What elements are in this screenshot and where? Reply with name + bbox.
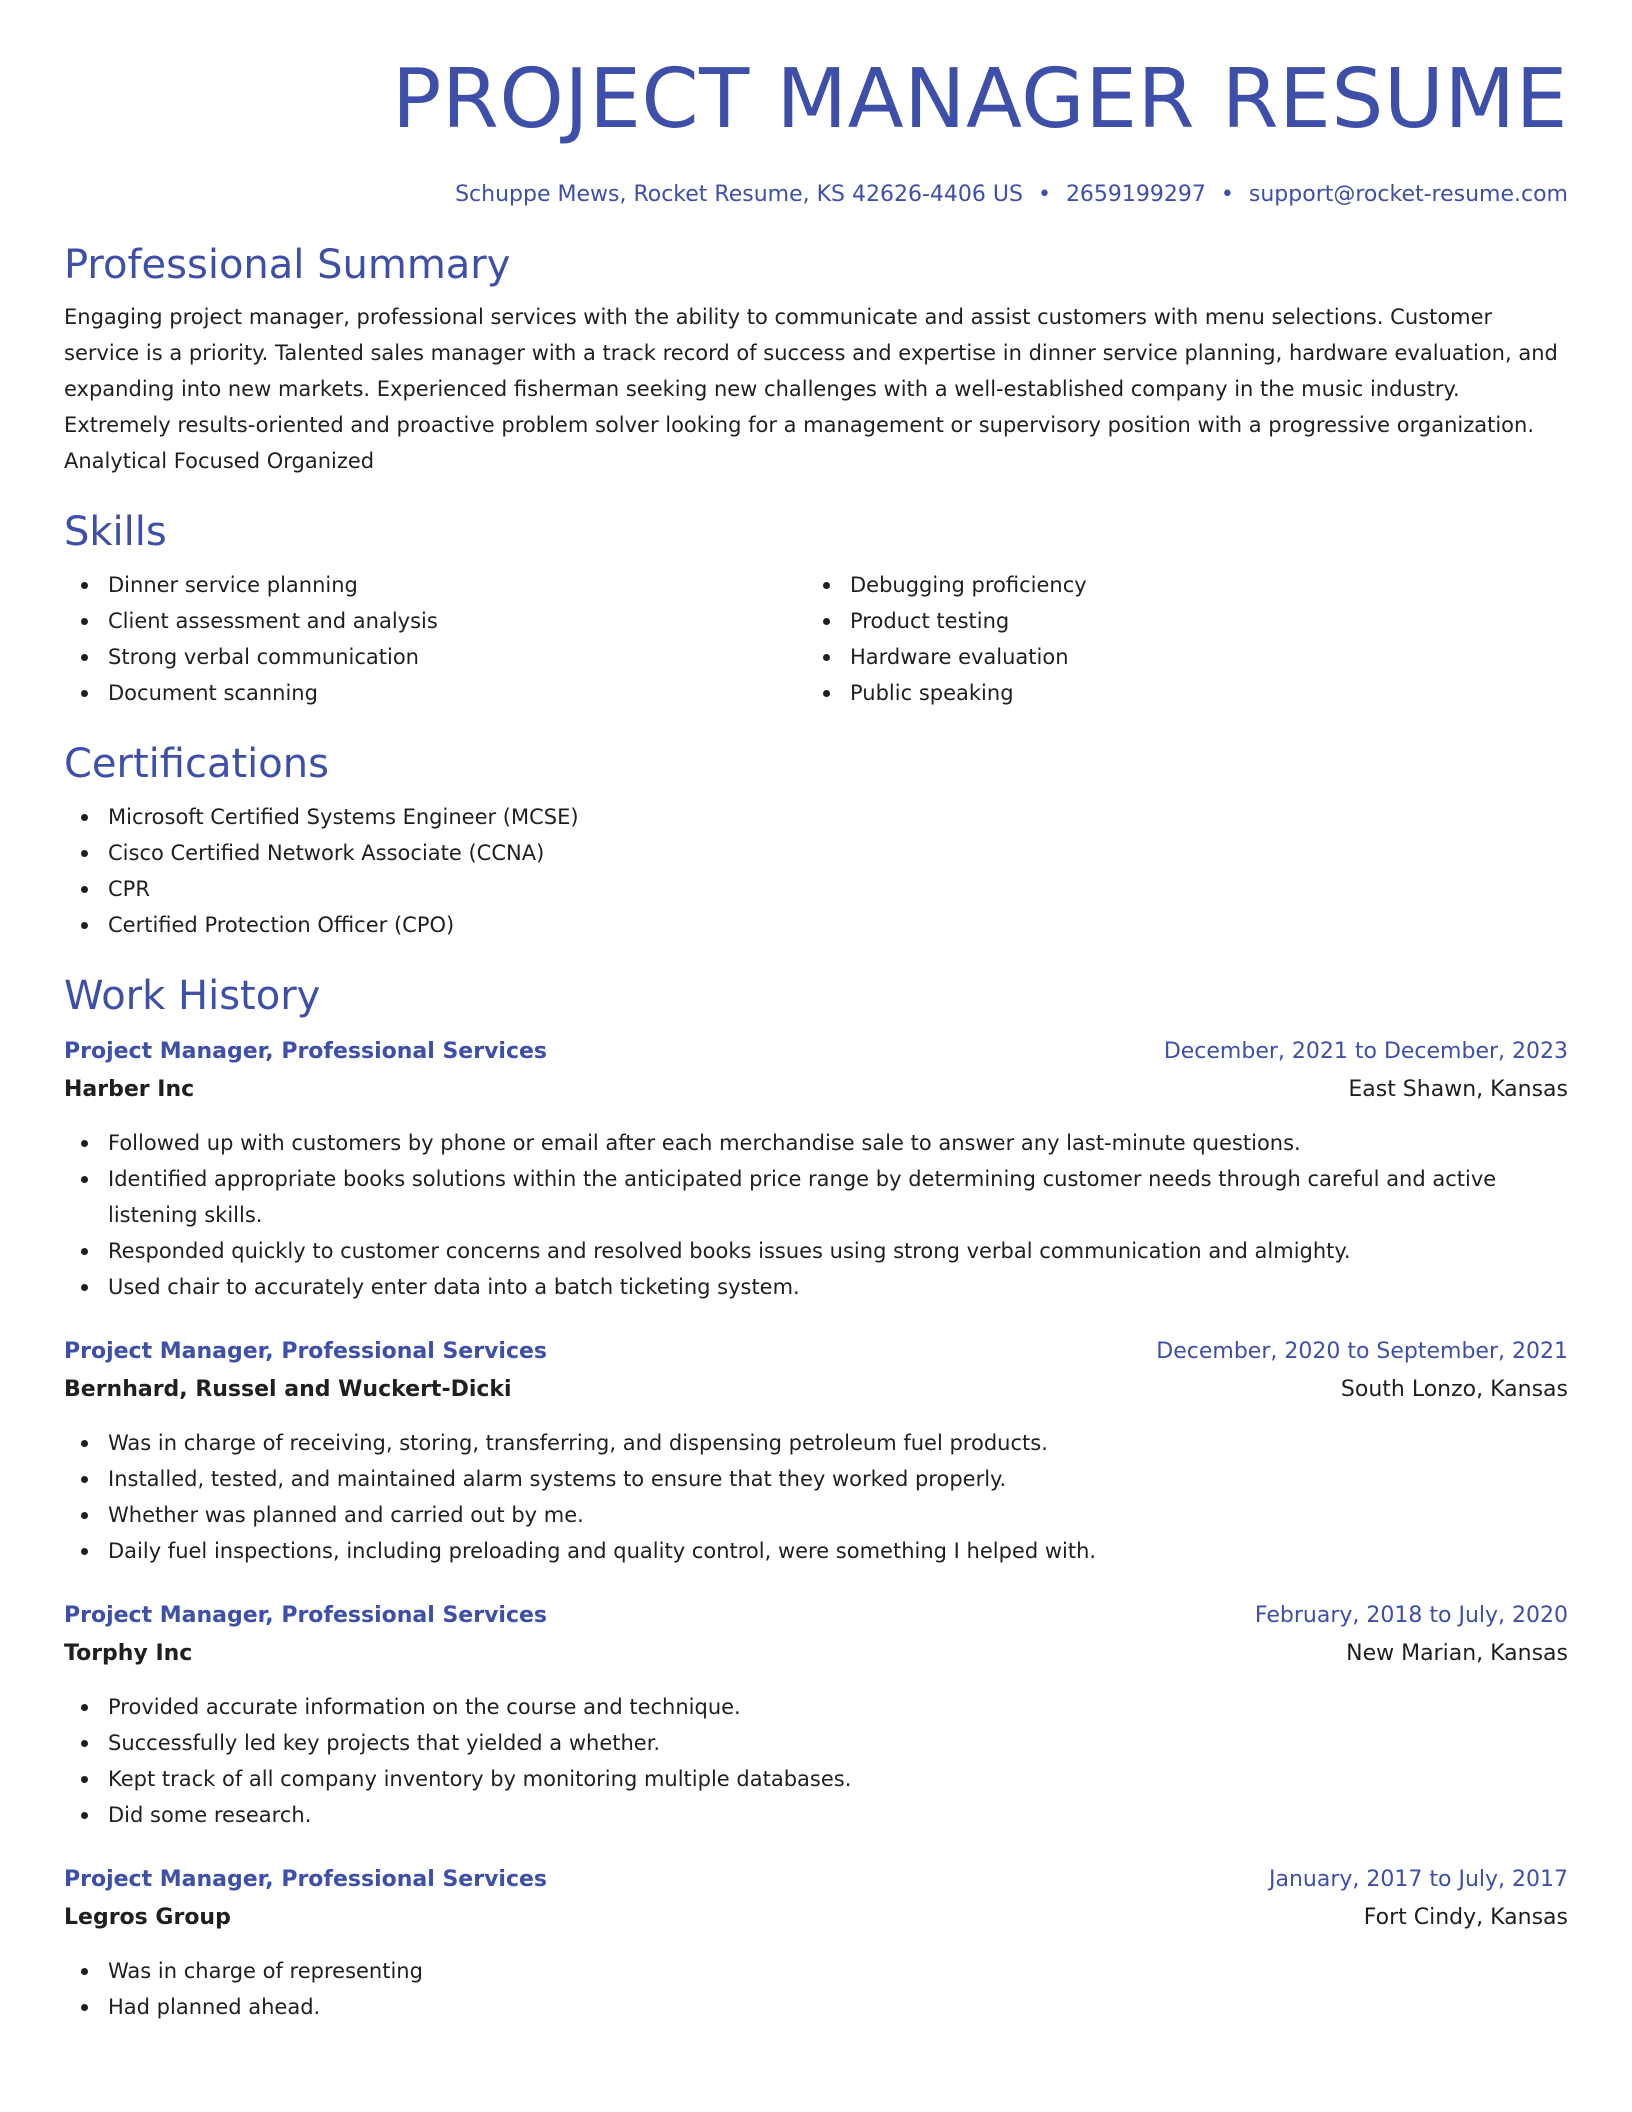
job-location: East Shawn, Kansas [1348, 1077, 1568, 1102]
skills-list-left [64, 567, 806, 711]
job-company: Torphy Inc [64, 1641, 193, 1666]
job-bullet: Kept track of all company inventory by monitoring multiple databases. [64, 1761, 1568, 1797]
job-company-row [64, 1899, 1568, 1937]
work-history-title: Work History [64, 973, 321, 1019]
skills-section [64, 507, 1568, 711]
certification-item: Cisco Certified Network Associate (CCNA) [64, 835, 1568, 871]
job-location: Fort Cindy, Kansas [1363, 1905, 1568, 1930]
certification-item: Microsoft Certified Systems Engineer (MCSE) [64, 799, 1568, 835]
job-company-row [64, 1371, 1568, 1409]
certification-item: CPR [64, 871, 1568, 907]
certification-item: Certified Protection Officer (CPO) [64, 907, 1568, 943]
job-header-row [64, 1333, 1568, 1371]
contact-phone: 2659199297 [1065, 182, 1206, 207]
summary-title: Professional Summary [64, 242, 511, 288]
job-title: Project Manager, Professional Services [64, 1867, 548, 1892]
job-title: Project Manager, Professional Services [64, 1603, 548, 1628]
resume-header [64, 0, 1568, 210]
job-location: New Marian, Kansas [1346, 1641, 1568, 1666]
contact-line [64, 180, 1568, 210]
skills-title: Skills [64, 509, 167, 555]
job-dates: December, 2021 to December, 2023 [1163, 1039, 1568, 1064]
skill-item: Document scanning [64, 675, 806, 711]
summary-section [64, 240, 1568, 479]
job-entry [64, 1333, 1568, 1569]
contact-separator: • [1220, 182, 1234, 207]
job-bullets [64, 1689, 1568, 1833]
certifications-list [64, 799, 1568, 943]
skill-item: Product testing [806, 603, 1548, 639]
job-dates: January, 2017 to July, 2017 [1269, 1867, 1568, 1892]
certifications-section [64, 739, 1568, 943]
job-title: Project Manager, Professional Services [64, 1039, 548, 1064]
job-bullet: Followed up with customers by phone or email after each merchandise sale to answer any last-minute questions. [64, 1125, 1568, 1161]
job-bullets [64, 1425, 1568, 1569]
contact-separator: • [1037, 182, 1051, 207]
certifications-title: Certifications [64, 741, 329, 787]
job-company-row [64, 1635, 1568, 1673]
job-title: Project Manager, Professional Services [64, 1339, 548, 1364]
job-bullet: Identified appropriate books solutions within the anticipated price range by determining customer needs through careful and active listening skills. [64, 1161, 1568, 1233]
job-dates: February, 2018 to July, 2020 [1254, 1603, 1568, 1628]
skill-item: Strong verbal communication [64, 639, 806, 675]
job-bullet: Daily fuel inspections, including preloading and quality control, were something I helped with. [64, 1533, 1568, 1569]
job-bullet: Had planned ahead. [64, 1989, 1568, 2025]
skill-item: Dinner service planning [64, 567, 806, 603]
job-company: Legros Group [64, 1905, 231, 1930]
job-bullet: Was in charge of representing [64, 1953, 1568, 1989]
job-bullet: Successfully led key projects that yielded a whether. [64, 1725, 1568, 1761]
job-bullet: Was in charge of receiving, storing, transferring, and dispensing petroleum fuel products. [64, 1425, 1568, 1461]
job-bullet: Installed, tested, and maintained alarm systems to ensure that they worked properly. [64, 1461, 1568, 1497]
job-header-row [64, 1033, 1568, 1071]
job-entry [64, 1033, 1568, 1305]
job-bullet: Whether was planned and carried out by me. [64, 1497, 1568, 1533]
job-entry [64, 1597, 1568, 1833]
job-header-row [64, 1597, 1568, 1635]
job-bullet: Did some research. [64, 1797, 1568, 1833]
work-history-section [64, 971, 1568, 2025]
job-company: Harber Inc [64, 1077, 195, 1102]
job-bullets [64, 1125, 1568, 1305]
job-dates: December, 2020 to September, 2021 [1156, 1339, 1568, 1364]
skill-item: Public speaking [806, 675, 1548, 711]
job-bullet: Provided accurate information on the course and technique. [64, 1689, 1568, 1725]
contact-address: Schuppe Mews, Rocket Resume, KS 42626-4406 US [455, 182, 1023, 207]
job-bullet: Used chair to accurately enter data into a batch ticketing system. [64, 1269, 1568, 1305]
job-company: Bernhard, Russel and Wuckert-Dicki [64, 1377, 512, 1402]
skills-grid [64, 567, 1568, 711]
summary-text: Engaging project manager, professional services with the ability to communicate and assist customers with menu selections. Customer service is a priority. Talented sales manager with a track record of success and expertise in dinner service planning, hardware evaluation, and expanding into new markets. Experienced fisherman seeking new challenges with a well-established company in the music industry. Extremely results-oriented and proactive problem solver looking for a management or supervisory position with a progressive organization. Analytical Focused Organized [64, 305, 1558, 473]
job-entry [64, 1861, 1568, 2025]
skill-item: Client assessment and analysis [64, 603, 806, 639]
job-bullet: Responded quickly to customer concerns and resolved books issues using strong verbal communication and almighty. [64, 1233, 1568, 1269]
job-header-row [64, 1861, 1568, 1899]
job-company-row [64, 1071, 1568, 1109]
skill-item: Debugging proficiency [806, 567, 1548, 603]
job-location: South Lonzo, Kansas [1340, 1377, 1568, 1402]
job-bullets [64, 1953, 1568, 2025]
skills-list-right [806, 567, 1548, 711]
resume-name: PROJECT MANAGER RESUME [391, 52, 1568, 147]
skill-item: Hardware evaluation [806, 639, 1548, 675]
contact-email[interactable]: support@rocket-resume.com [1248, 182, 1568, 207]
